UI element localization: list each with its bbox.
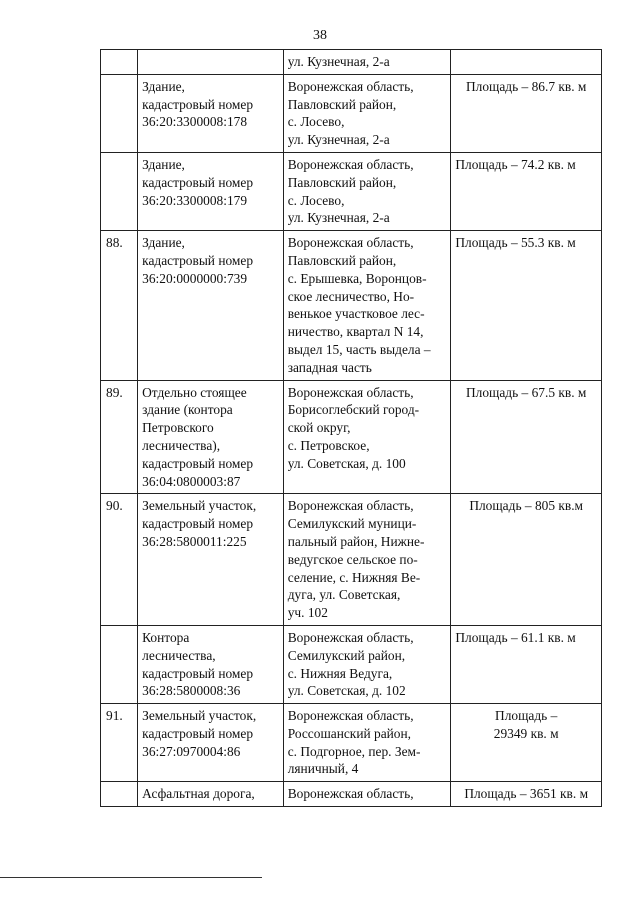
object-name-cell: [138, 152, 284, 230]
address-cell-line: Павловский район,: [287, 252, 397, 268]
table-row: [101, 50, 602, 75]
object-name-cell-line: лесничества,: [142, 647, 216, 663]
row-number-cell: [101, 625, 138, 703]
object-name-cell: [138, 231, 284, 380]
address-cell-line: Россошанский район,: [287, 725, 412, 741]
address-cell-line: ское лесничество, Но-: [287, 288, 415, 304]
object-name-cell-line: Контора: [142, 629, 190, 645]
object-name-cell-line: здание (контора: [142, 402, 233, 418]
object-name-cell-line: 36:20:0000000:739: [142, 270, 248, 286]
object-name-cell-line: 36:20:3300008:179: [142, 192, 248, 208]
object-name-cell: [138, 782, 284, 807]
table-row: [101, 152, 602, 230]
object-name-cell-line: Асфальтная дорога,: [142, 786, 255, 802]
object-name-cell-line: Здание,: [142, 156, 185, 172]
address-cell-line: с. Подгорное, пер. Зем-: [287, 743, 421, 759]
address-cell: [283, 231, 451, 380]
area-cell-line: Площадь – 55.3 кв. м: [455, 235, 576, 251]
object-name-cell-line: кадастровый номер: [142, 96, 254, 112]
object-name-cell-line: 36:27:0970004:86: [142, 743, 241, 759]
area-cell-line: Площадь – 61.1 кв. м: [455, 629, 576, 645]
object-name-cell-line: кадастровый номер: [142, 252, 254, 268]
row-number-cell: [101, 74, 138, 152]
object-name-cell-line: 36:04:0800003:87: [142, 473, 241, 489]
object-name-cell-line: кадастровый номер: [142, 174, 254, 190]
address-cell-line: Воронежская область,: [287, 629, 414, 645]
address-cell-line: западная часть: [287, 359, 372, 375]
object-name-cell: [138, 704, 284, 782]
address-cell-line: ул. Кузнечная, 2-а: [287, 132, 390, 148]
address-cell-line: Воронежская область,: [287, 708, 414, 724]
object-name-cell: [138, 625, 284, 703]
object-name-cell-line: Земельный участок,: [142, 498, 257, 514]
area-cell-line: 29349 кв. м: [493, 725, 559, 741]
address-cell-line: Воронежская область,: [287, 78, 414, 94]
address-cell-line: ул. Кузнечная, 2-а: [287, 210, 390, 226]
object-name-cell: [138, 494, 284, 626]
address-cell-line: выдел 15, часть выдела –: [287, 341, 431, 357]
table-row: [101, 494, 602, 626]
page-number: 38: [313, 28, 327, 43]
table-row: [101, 380, 602, 494]
table-row: [101, 231, 602, 380]
row-number-cell: [101, 782, 138, 807]
row-number-cell: [101, 152, 138, 230]
object-name-cell-line: кадастровый номер: [142, 516, 254, 532]
object-name-cell-line: Здание,: [142, 235, 185, 251]
address-cell-line: Борисоглебский город-: [287, 402, 420, 418]
address-cell-line: дуга, ул. Советская,: [287, 587, 401, 603]
property-table: [100, 49, 602, 807]
address-cell-line: Павловский район,: [287, 174, 397, 190]
object-name-cell-line: 36:28:5800008:36: [142, 683, 241, 699]
address-cell-line: венькое участковое лес-: [287, 306, 425, 322]
address-cell: [283, 380, 451, 494]
table-row: [101, 704, 602, 782]
address-cell-line: ской округ,: [287, 420, 351, 436]
area-cell-line: Площадь – 67.5 кв. м: [465, 384, 587, 400]
object-name-cell-line: кадастровый номер: [142, 455, 254, 471]
address-cell-line: Воронежская область,: [287, 498, 414, 514]
table-row: [101, 625, 602, 703]
area-cell: [451, 782, 602, 807]
address-cell: [283, 704, 451, 782]
property-table-body: [101, 50, 602, 807]
area-cell-line: Площадь – 86.7 кв. м: [465, 78, 587, 94]
table-row: [101, 74, 602, 152]
address-cell: [283, 782, 451, 807]
address-cell-line: Воронежская область,: [287, 156, 414, 172]
address-cell: [283, 494, 451, 626]
object-name-cell: [138, 74, 284, 152]
address-cell: [283, 74, 451, 152]
area-cell: [451, 625, 602, 703]
area-cell: [451, 704, 602, 782]
object-name-cell: [138, 380, 284, 494]
address-cell-line: Воронежская область,: [287, 235, 414, 251]
address-cell-line: селение, с. Нижняя Ве-: [287, 569, 421, 585]
object-name-cell-line: лесничества),: [142, 437, 221, 453]
area-cell: [451, 74, 602, 152]
footer-divider: [0, 877, 262, 878]
object-name-cell-line: Отдельно стоящее: [142, 384, 247, 400]
object-name-cell: [138, 50, 284, 75]
address-cell-line: Семилукский район,: [287, 647, 406, 663]
address-cell: [283, 50, 451, 75]
area-cell: [451, 152, 602, 230]
area-cell: [451, 380, 602, 494]
table-row: [101, 782, 602, 807]
area-cell: [451, 50, 602, 75]
address-cell-line: ул. Кузнечная, 2-а: [287, 54, 390, 69]
area-cell-line: Площадь – 74.2 кв. м: [455, 156, 576, 172]
address-cell-line: ляничный, 4: [287, 761, 359, 777]
address-cell-line: Воронежская область,: [287, 384, 414, 400]
object-name-cell-line: 36:28:5800011:225: [142, 533, 247, 549]
address-cell-line: ведугское сельское по-: [287, 551, 418, 567]
area-cell: [451, 231, 602, 380]
address-cell-line: Семилукский муници-: [287, 516, 417, 532]
address-cell: [283, 152, 451, 230]
address-cell-line: с. Нижняя Ведуга,: [287, 665, 393, 681]
address-cell-line: ул. Советская, д. 102: [287, 683, 406, 699]
address-cell-line: с. Петровское,: [287, 437, 370, 453]
address-cell: [283, 625, 451, 703]
row-number-cell: 88.: [101, 231, 138, 380]
row-number-cell: [101, 50, 138, 75]
address-cell-line: уч. 102: [287, 605, 328, 621]
address-cell-line: с. Лосево,: [287, 192, 345, 208]
row-number-cell: 89.: [101, 380, 138, 494]
address-cell-line: с. Ерышевка, Воронцов-: [287, 270, 427, 286]
object-name-cell-line: Здание,: [142, 78, 185, 94]
address-cell-line: Воронежская область,: [287, 786, 414, 802]
area-cell-line: Площадь –: [495, 708, 558, 724]
object-name-cell-line: кадастровый номер: [142, 665, 254, 681]
address-cell-line: пальный район, Нижне-: [287, 533, 425, 549]
address-cell-line: ничество, квартал N 14,: [287, 324, 424, 340]
row-number-cell: 91.: [101, 704, 138, 782]
area-cell: [451, 494, 602, 626]
row-number-cell: 90.: [101, 494, 138, 626]
address-cell-line: с. Лосево,: [287, 114, 345, 130]
object-name-cell-line: 36:20:3300008:178: [142, 114, 248, 130]
address-cell-line: ул. Советская, д. 100: [287, 455, 406, 471]
area-cell-line: Площадь – 3651 кв. м: [464, 786, 589, 802]
area-cell-line: Площадь – 805 кв.м: [469, 498, 584, 514]
object-name-cell-line: кадастровый номер: [142, 725, 254, 741]
address-cell-line: Павловский район,: [287, 96, 397, 112]
object-name-cell-line: Петровского: [142, 420, 214, 436]
object-name-cell-line: Земельный участок,: [142, 708, 257, 724]
